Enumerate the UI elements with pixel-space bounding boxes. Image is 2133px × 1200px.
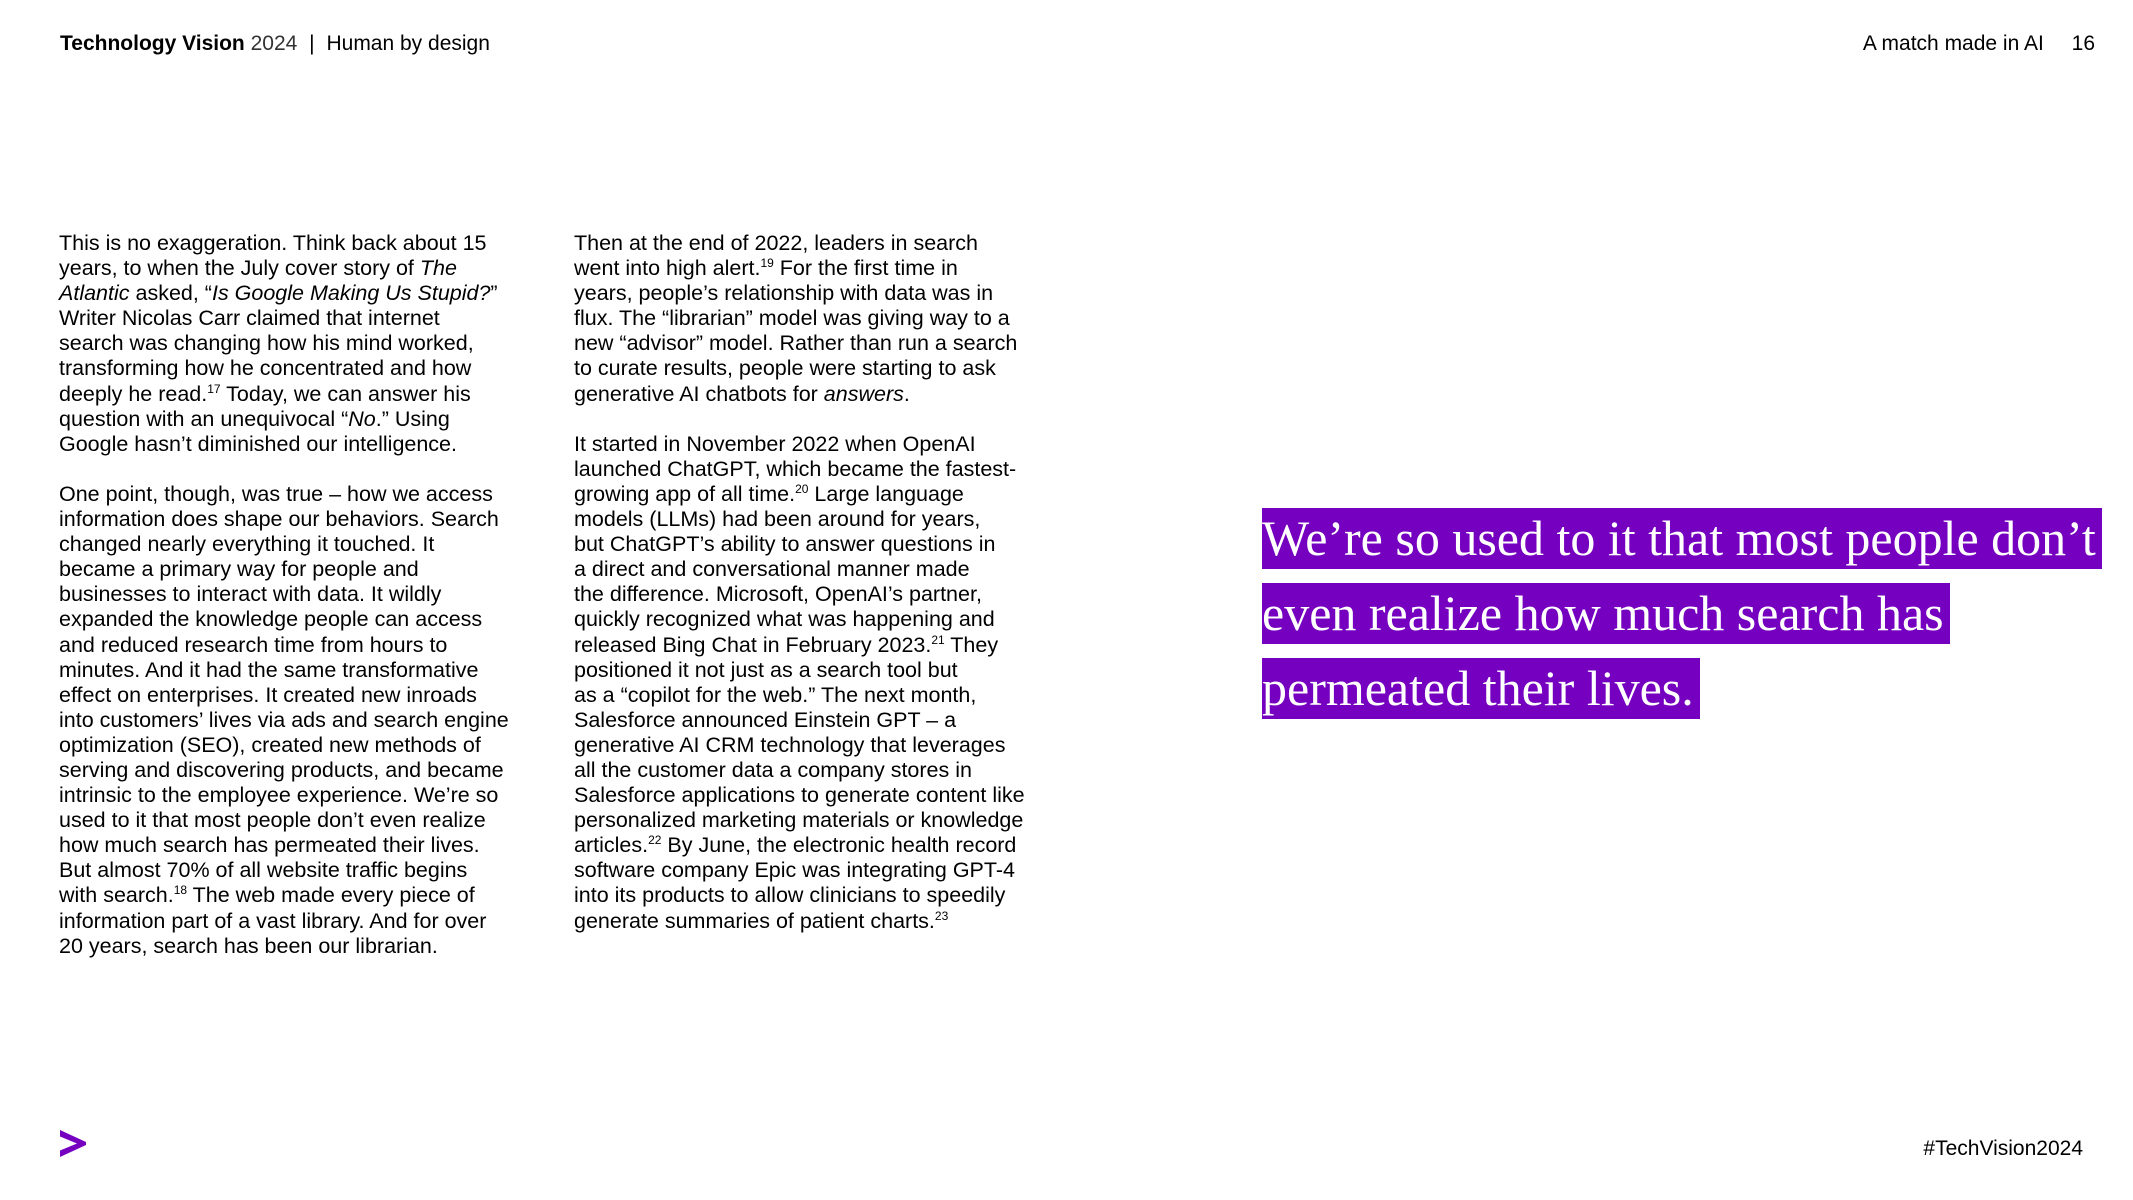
- text-line: [59, 883, 509, 908]
- text-line: [59, 407, 509, 432]
- text-line: [574, 833, 1025, 858]
- body-paragraph: [574, 231, 1025, 407]
- text-run: used to it that most people don’t even realize: [59, 808, 486, 833]
- pull-quote: [1262, 508, 2102, 733]
- text-line: [59, 306, 509, 331]
- text-run: Then at the end of 2022, leaders in search: [574, 231, 978, 255]
- text-run: Salesforce applications to generate content like: [574, 783, 1025, 808]
- text-run: It started in November 2022 when OpenAI: [574, 431, 976, 456]
- italic-text: The: [419, 256, 457, 281]
- text-run: how much search has permeated their lives.: [59, 833, 480, 858]
- text-line: [574, 883, 1025, 908]
- text-run: years, people’s relationship with data was in: [574, 281, 994, 306]
- text-run: 20 years, search has been our librarian.: [59, 933, 438, 958]
- footer-hashtag: #TechVision2024: [1923, 1137, 2083, 1160]
- text-run: deeply he read.: [59, 381, 208, 406]
- italic-text: answers: [823, 381, 904, 406]
- text-run: .: [903, 381, 910, 406]
- text-line: [574, 758, 1025, 783]
- text-line: [59, 607, 509, 632]
- text-line: [59, 582, 509, 607]
- text-line: [574, 557, 1025, 582]
- text-line: [59, 858, 509, 883]
- text-run: released Bing Chat in February 2023.: [574, 632, 932, 657]
- text-line: [574, 256, 1025, 281]
- text-run: became a primary way for people and: [59, 557, 419, 582]
- text-line: [574, 306, 1025, 331]
- text-line: [574, 633, 1025, 658]
- text-line: [574, 858, 1025, 883]
- text-run: generative AI chatbots for: [574, 381, 824, 406]
- text-run: as a “copilot for the web.” The next month,: [574, 682, 977, 707]
- text-line: [574, 708, 1025, 733]
- body-paragraph: [574, 432, 1025, 934]
- text-line: [574, 658, 1025, 683]
- text-line: [59, 557, 509, 582]
- text-run: articles.: [574, 833, 649, 858]
- report-year: 2024: [250, 32, 298, 55]
- text-run: positioned it not just as a search tool but: [574, 657, 958, 682]
- text-run: into customers’ lives via ads and search engine: [59, 707, 509, 732]
- footnote-reference: 18: [173, 883, 188, 898]
- text-run: new “advisor” model. Rather than run a search: [574, 331, 1018, 356]
- text-line: [59, 231, 509, 256]
- text-run: years, to when the July cover story of: [59, 256, 420, 281]
- text-line: [574, 432, 1025, 457]
- text-run: flux. The “librarian” model was giving way to a: [574, 306, 1010, 331]
- text-run: the difference. Microsoft, OpenAI’s partner,: [574, 582, 982, 607]
- text-run: Google hasn’t diminished our intelligence.: [59, 431, 457, 456]
- text-run: ”: [490, 281, 498, 306]
- body-paragraph: [59, 482, 509, 959]
- text-run: businesses to interact with data. It wildly: [59, 582, 442, 607]
- text-run: minutes. And it had the same transformative: [59, 657, 479, 682]
- text-line: [574, 281, 1025, 306]
- text-run: changed nearly everything it touched. It: [59, 532, 435, 557]
- italic-text: Atlantic: [59, 281, 130, 306]
- text-line: [574, 582, 1025, 607]
- text-run: Salesforce announced Einstein GPT – a: [574, 707, 957, 732]
- text-run: went into high alert.: [574, 256, 761, 281]
- text-line: [574, 507, 1025, 532]
- text-line: [59, 808, 509, 833]
- text-run: Today, we can answer his: [220, 381, 471, 406]
- text-line: [59, 432, 509, 457]
- text-line: [574, 331, 1025, 356]
- text-line: [574, 382, 1025, 407]
- text-line: [59, 256, 509, 281]
- text-line: [574, 532, 1025, 557]
- text-line: [574, 909, 1025, 934]
- text-line: [574, 356, 1025, 381]
- text-line: [59, 633, 509, 658]
- text-run: and reduced research time from hours to: [59, 632, 448, 657]
- text-run: question with an unequivocal “: [59, 406, 349, 431]
- body-column-left: [59, 231, 509, 959]
- footnote-reference: 21: [931, 632, 945, 647]
- text-run: effect on enterprises. It created new inroads: [59, 682, 477, 707]
- text-run: One point, though, was true – how we access: [59, 481, 493, 506]
- text-line: [574, 733, 1025, 758]
- text-line: [59, 733, 509, 758]
- footnote-reference: 23: [934, 908, 949, 923]
- page-header-right: [1863, 30, 2095, 58]
- text-run: serving and discovering products, and became: [59, 757, 504, 782]
- text-run: with search.: [59, 883, 174, 908]
- text-run: intrinsic to the employee experience. We’re so: [59, 783, 499, 808]
- text-run: into its products to allow clinicians to speedily: [574, 883, 1006, 908]
- text-run: generate summaries of patient charts.: [574, 908, 935, 933]
- text-run: a direct and conversational manner made: [574, 557, 970, 582]
- text-line: [59, 783, 509, 808]
- text-run: models (LLMs) had been around for years,: [574, 507, 981, 532]
- text-run: all the customer data a company stores in: [574, 757, 972, 782]
- footnote-reference: 17: [207, 381, 221, 396]
- italic-text: Is Google Making Us Stupid?: [211, 281, 491, 306]
- text-line: [59, 683, 509, 708]
- text-run: They: [944, 632, 999, 657]
- text-line: [59, 833, 509, 858]
- document-header: [60, 30, 490, 58]
- text-run: Writer Nicolas Carr claimed that internet: [59, 306, 440, 331]
- pull-quote-line: We’re so used to it that most people don’t: [1262, 508, 2102, 569]
- text-run: launched ChatGPT, which became the fastest-: [574, 456, 1017, 481]
- text-run: software company Epic was integrating GPT-4: [574, 858, 1015, 883]
- text-line: [574, 683, 1025, 708]
- text-run: But almost 70% of all website traffic begins: [59, 858, 468, 883]
- footnote-reference: 22: [648, 833, 662, 848]
- text-run: transforming how he concentrated and how: [59, 356, 472, 381]
- text-run: By June, the electronic health record: [661, 833, 1017, 858]
- footnote-reference: 19: [760, 256, 774, 271]
- text-line: [574, 457, 1025, 482]
- text-run: This is no exaggeration. Think back about 15: [59, 231, 487, 255]
- header-separator: |: [309, 32, 315, 55]
- text-run: personalized marketing materials or knowledge: [574, 808, 1024, 833]
- text-line: [59, 909, 509, 934]
- text-line: [59, 758, 509, 783]
- text-line: [574, 231, 1025, 256]
- page-number: 16: [2071, 32, 2095, 55]
- text-run: The web made every piece of: [187, 883, 475, 908]
- text-run: search was changing how his mind worked,: [59, 331, 474, 356]
- text-run: information part of a vast library. And for over: [59, 908, 487, 933]
- text-line: [574, 783, 1025, 808]
- text-line: [59, 482, 509, 507]
- text-run: expanded the knowledge people can access: [59, 607, 483, 632]
- text-run: generative AI CRM technology that leverages: [574, 732, 1006, 757]
- text-line: [59, 658, 509, 683]
- text-run: asked, “: [129, 281, 212, 306]
- text-run: optimization (SEO), created new methods of: [59, 732, 481, 757]
- accenture-chevron-icon: [58, 1128, 88, 1158]
- report-subtitle: Human by design: [326, 32, 490, 55]
- text-run: Large language: [808, 481, 964, 506]
- body-column-right: [574, 231, 1025, 934]
- text-line: [59, 532, 509, 557]
- text-line: [574, 808, 1025, 833]
- text-line: [574, 607, 1025, 632]
- section-title: A match made in AI: [1862, 32, 2044, 55]
- text-line: [574, 482, 1025, 507]
- text-run: to curate results, people were starting to ask: [574, 356, 996, 381]
- text-line: [59, 507, 509, 532]
- pull-quote-line: permeated their lives.: [1262, 658, 1700, 719]
- text-run: information does shape our behaviors. Search: [59, 507, 499, 532]
- text-line: [59, 382, 509, 407]
- text-run: but ChatGPT’s ability to answer questions in: [574, 532, 996, 557]
- text-line: [59, 708, 509, 733]
- text-run: quickly recognized what was happening and: [574, 607, 995, 632]
- text-line: [59, 331, 509, 356]
- text-line: [59, 356, 509, 381]
- body-paragraph: [59, 231, 509, 457]
- report-title: Technology Vision: [60, 32, 245, 55]
- pull-quote-line: even realize how much search has: [1262, 583, 1950, 644]
- text-run: For the first time in: [773, 256, 958, 281]
- footnote-reference: 20: [795, 481, 809, 496]
- italic-text: No: [348, 406, 376, 431]
- text-line: [59, 281, 509, 306]
- text-run: growing app of all time.: [574, 481, 796, 506]
- text-run: .” Using: [375, 406, 450, 431]
- text-line: [59, 934, 509, 959]
